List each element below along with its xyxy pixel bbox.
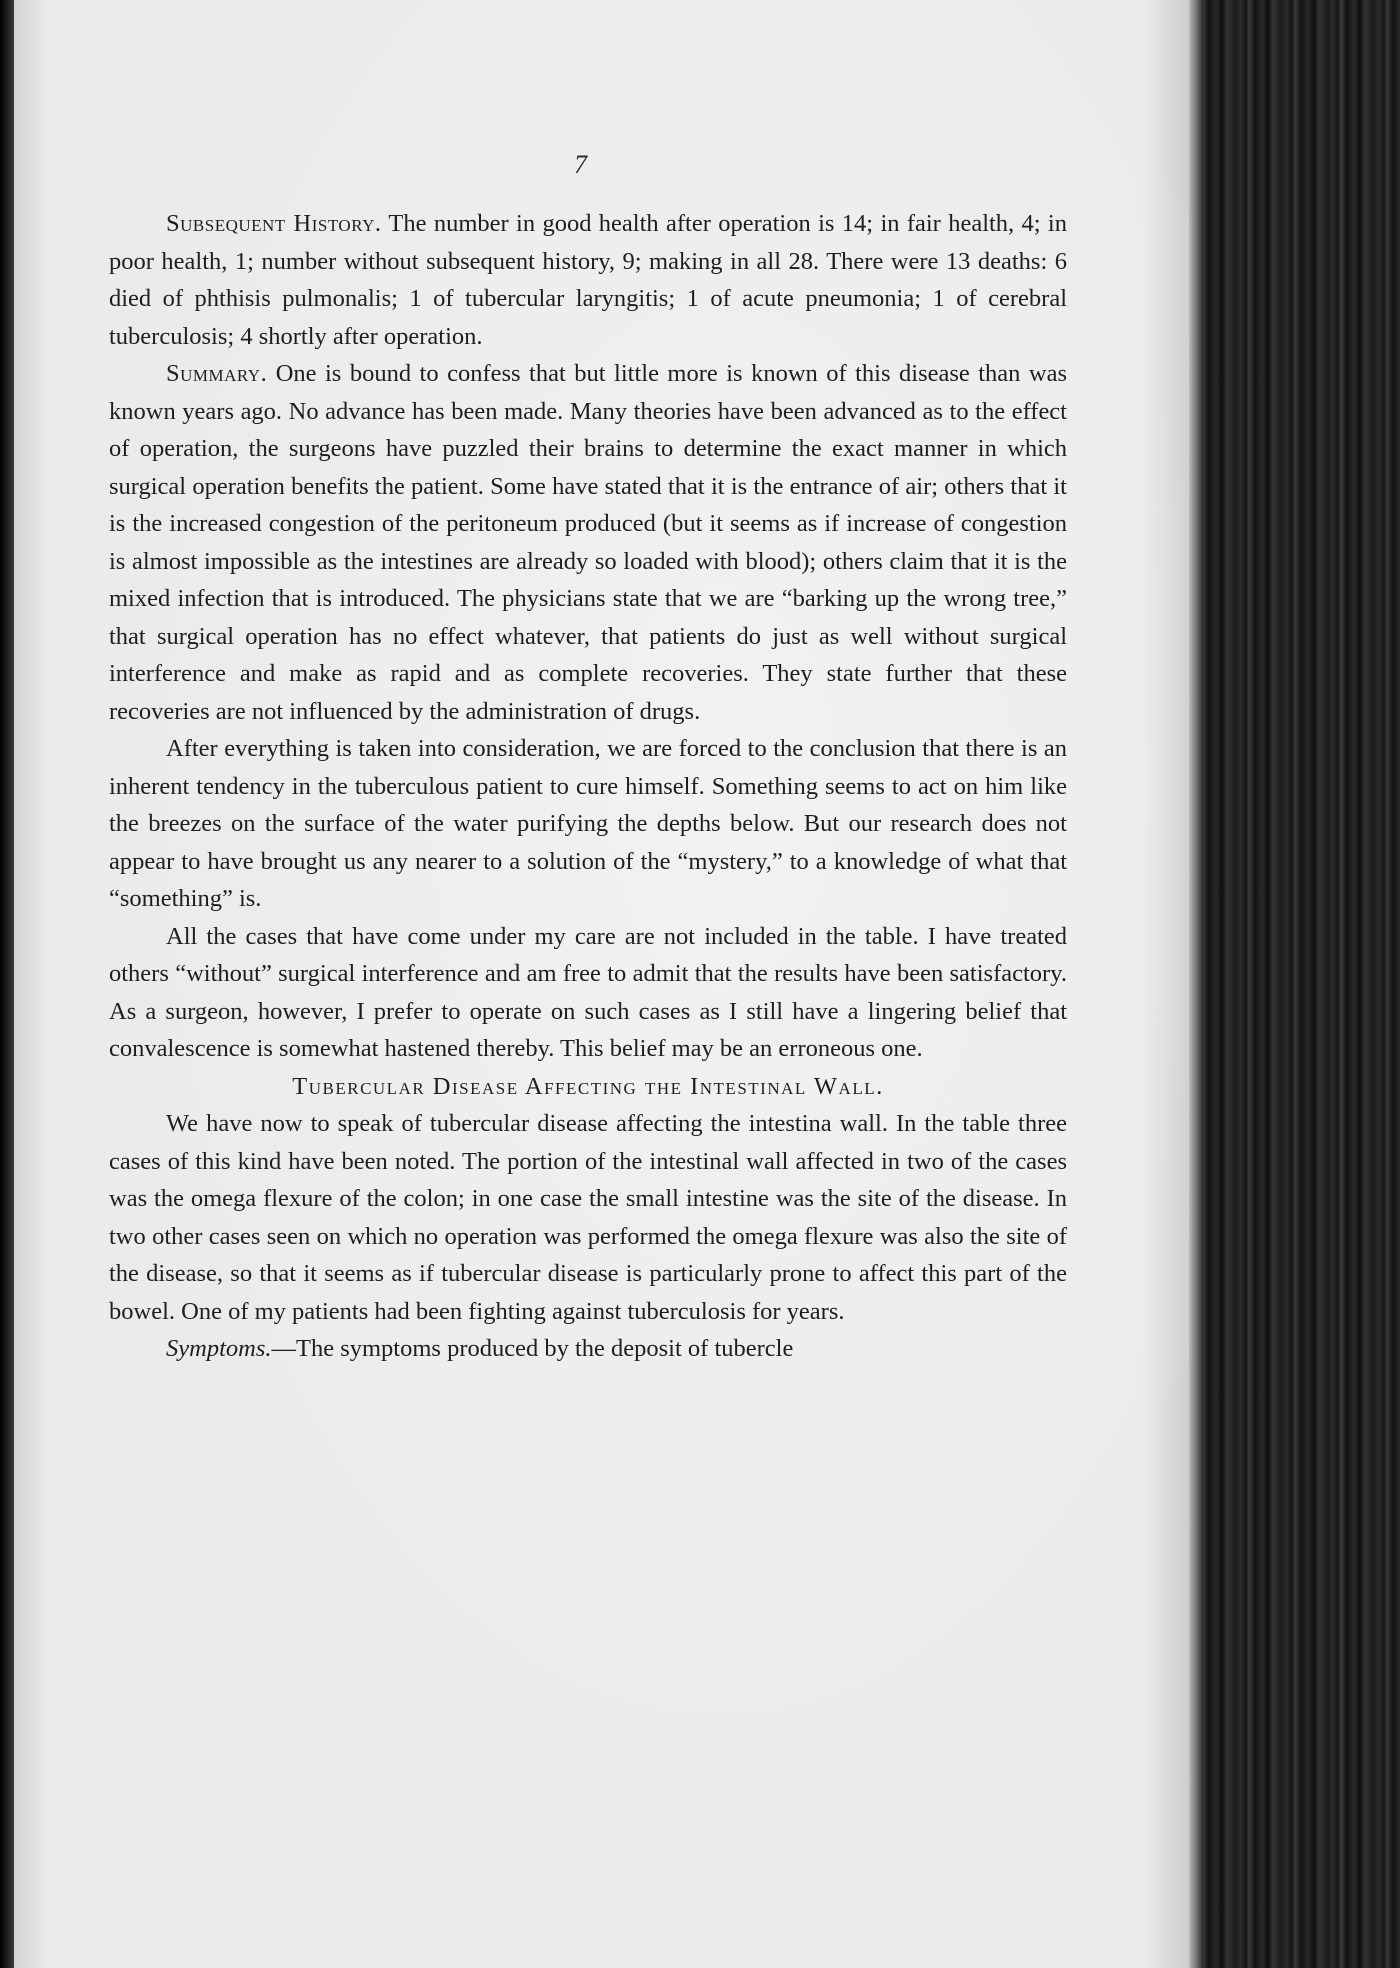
paragraph-text: The number in good health after operation is 14; in fair health, 4; in poor health, 1; number without subsequent history, 9; making in all 28. There were 13 deaths: 6 died of phthisis pulmonalis; 1 of tubercular laryngitis; 1 of acute pneumonia; 1 of cerebral tuberculosis; 4 shortly after operation. [109, 210, 1067, 350]
book-page [14, 0, 1189, 1968]
book-spine-edges [1189, 0, 1400, 1968]
paragraph-text: —The symptoms produced by the deposit of tubercle [271, 1335, 794, 1362]
page-body [109, 205, 1067, 1368]
paragraph-text: One is bound to confess that but little more is known of this disease than was known years ago. No advance has been made. Many theories have been advanced as to the effect of operation, the surgeons have puzzled their brains to determine the exact manner in which surgical operation benefits the patient. Some have stated that it is the entrance of air; others that it is the increased congestion of the peritoneum produced (but it seems as if increase of congestion is almost impossible as the intestines are already so loaded with blood); others claim that it is the mixed infection that is introduced. The physicians state that we are “barking up the wrong tree,” that surgical operation has no effect whatever, that patients do just as well without surgical interference and make as rapid and as complete recoveries. They state further that these recoveries are not influenced by the administration of drugs. [109, 360, 1067, 725]
paragraph-summary [109, 355, 1067, 730]
paragraph-lead: Symptoms. [166, 1335, 272, 1362]
paragraph-symptoms [109, 1330, 1067, 1368]
section-heading: Tubercular Disease Affecting the Intestinal Wall. [292, 1072, 884, 1100]
paragraph-after-everything: After everything is taken into consideration, we are forced to the conclusion that there is an inherent tendency in the tuberculous patient to cure himself. Something seems to act on him like the breezes on the surface of the water purifying the depths below. But our research does not appear to have brought us any nearer to a solution of the “mystery,” to a knowledge of what that “something” is. [109, 735, 1067, 912]
paragraph-lead: Subsequent History. [166, 210, 382, 237]
paragraph-subsequent-history [109, 205, 1067, 355]
paragraph-all-the-cases: All the cases that have come under my care are not included in the table. I have treated others “without” surgical interference and am free to admit that the results have been satisfactory. As a surgeon, however, I prefer to operate on such cases as I still have a lingering belief that convalescence is somewhat hastened thereby. This belief may be an erroneous one. [109, 922, 1067, 1062]
page-edge [1189, 0, 1203, 1968]
paragraph-intestinal-wall: We have now to speak of tubercular disease affecting the intestina wall. In the table three cases of this kind have been noted. The portion of the intestinal wall affected in two of the cases was the omega flexure of the colon; in one case the small intestine was the site of the disease. In two other cases seen on which no operation was performed the omega flexure was also the site of the disease, so that it seems as if tubercular disease is particularly prone to affect this part of the bowel. One of my patients had been fighting against tuberculosis for years. [109, 1110, 1067, 1325]
left-page-shadow [0, 0, 14, 1968]
page-number: 7 [574, 150, 587, 179]
paragraph-lead: Summary. [166, 360, 268, 387]
